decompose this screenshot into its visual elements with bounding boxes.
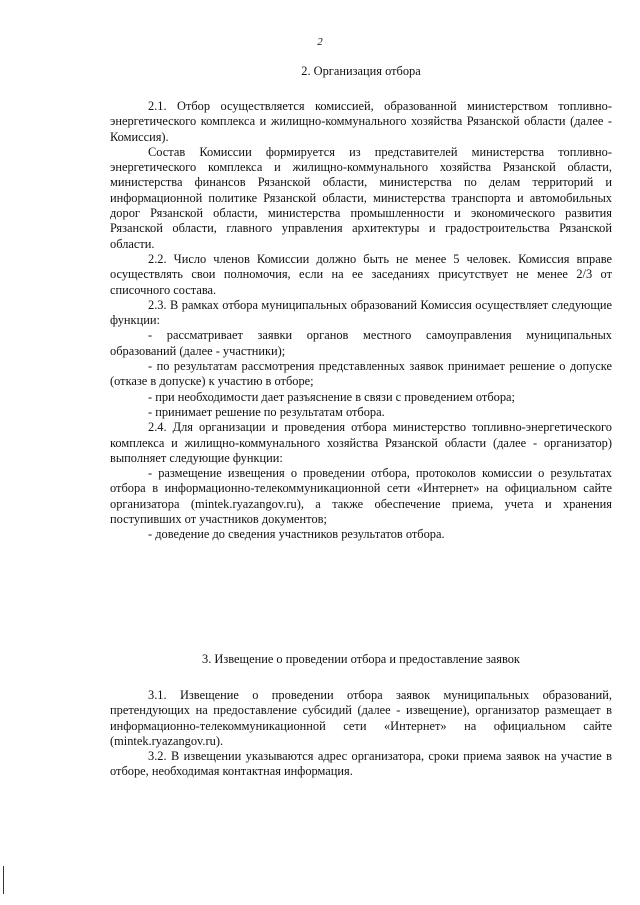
list-item-clarification: - при необходимости дает разъяснение в связи с проведением отбора; [148,389,515,404]
page-number: 2 [317,36,323,48]
paragraph-2-4: 2.4. Для организации и проведения отбора министерство топливно-энергетического комплекса и жилищно-коммунального хозяйства Рязанской области (далее - организатор) выполняет следующие функции: [110,420,612,465]
section-2-body [110,99,612,543]
list-item-review-applications: - рассматривает заявки органов местного самоуправления муниципальных образований (далее - участники); [110,328,612,358]
list-item-publication: - размещение извещения о проведении отбора, протоколов комиссии о результатах отбора в информационно-телекоммуникационной сети «Интернет» на официальном сайте организатора (mintek.ryazangov.ru), а также обеспечение приема, учета и хранения поступивших от участников документов; [110,466,612,527]
list-item-notify-results: - доведение до сведения участников результатов отбора. [148,527,445,542]
list-item-results-decision: - принимает решение по результатам отбора. [148,404,385,419]
scan-edge-line [3,866,4,894]
paragraph-2-1: 2.1. Отбор осуществляется комиссией, образованной министерством топливно-энергетического комплекса и жилищно-коммунального хозяйства Рязанской области (далее - Комиссия). [110,99,612,144]
paragraph-commission-composition: Состав Комиссии формируется из представителей министерства топливно-энергетического комплекса и жилищно-коммунального хозяйства Рязанской области, министерства финансов Рязанской области, министерства по делам территорий и информационной политике Рязанской области, министерства транспорта и автомобильных дорог Рязанской области, министерства промышленности и экономического развития Рязанской области, главного управления архитектуры и градостроительства Рязанской области. [110,144,612,251]
list-item-admission-decision: - по результатам рассмотрения представленных заявок принимает решение о допуске (отказе в допуске) к участию в отборе; [110,359,612,389]
paragraph-3-1: 3.1. Извещение о проведении отбора заявок муниципальных образований, претендующих на предоставление субсидий (далее - извещение), организатор размещает в информационно-телекоммуникационной сети «Интернет» на официальном сайте (mintek.ryazangov.ru). [110,688,612,748]
paragraph-2-3: 2.3. В рамках отбора муниципальных образований Комиссия осуществляет следующие функции: [110,297,612,328]
paragraph-2-2: 2.2. Число членов Комиссии должно быть не менее 5 человек. Комиссия вправе осуществлять свои полномочия, если на ее заседаниях присутствует не менее 2/3 от списочного состава. [110,251,612,297]
paragraph-3-2: 3.2. В извещении указываются адрес организатора, сроки приема заявок на участие в отборе, необходимая контактная информация. [110,749,612,779]
section-2-heading: 2. Организация отбора [301,64,421,78]
section-3-body [110,688,612,780]
section-3-heading: 3. Извещение о проведении отбора и предоставление заявок [202,652,520,666]
